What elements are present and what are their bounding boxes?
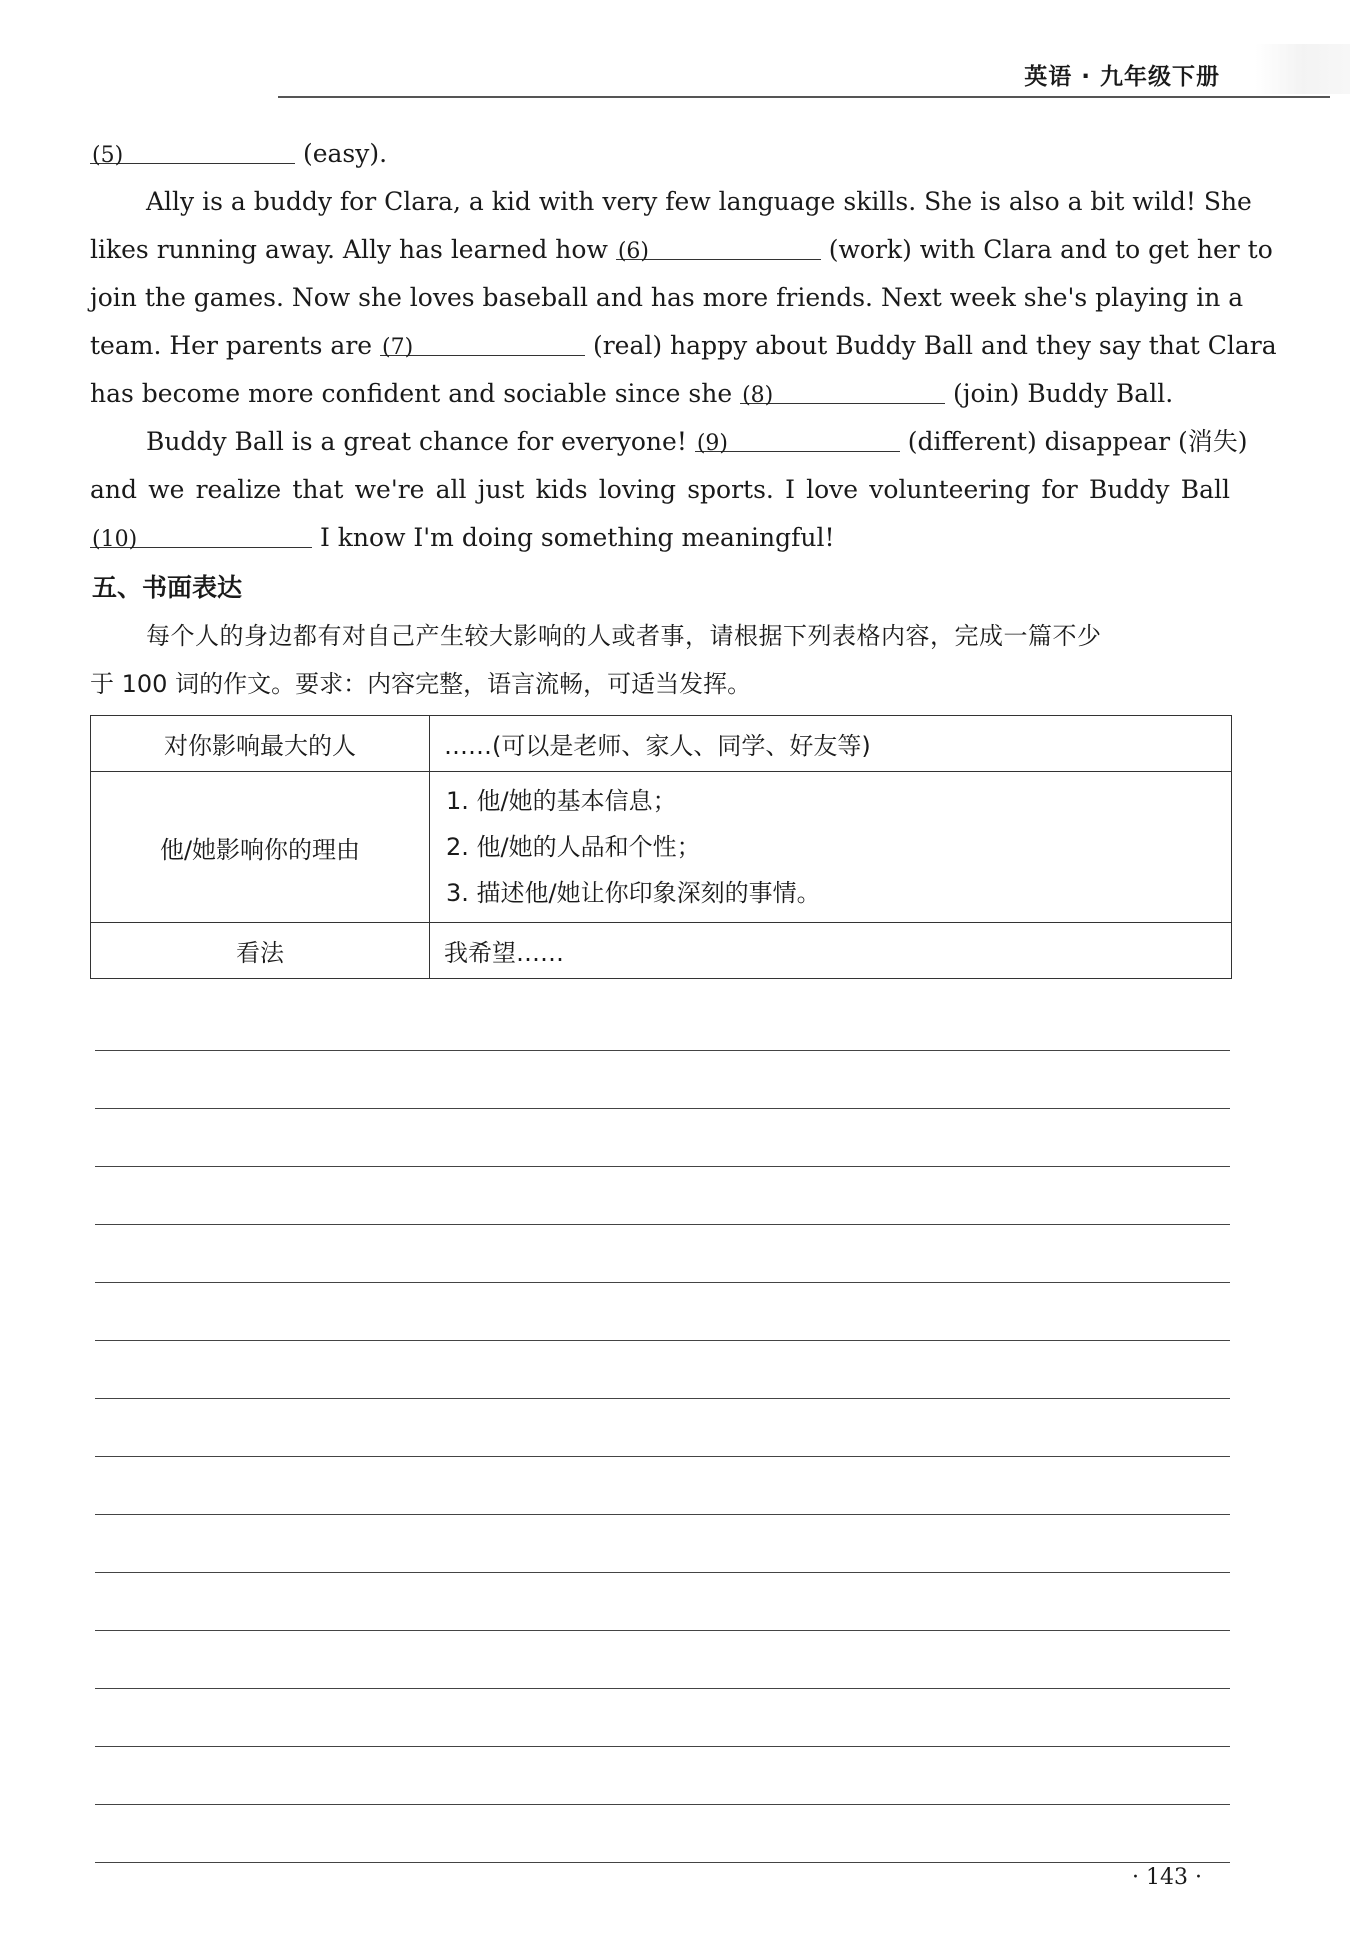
writing-line[interactable] <box>95 1340 1230 1341</box>
instructions-line-2: 于 100 词的作文。要求：内容完整，语言流畅，可适当发挥。 <box>90 670 752 698</box>
writing-line[interactable] <box>95 1514 1230 1515</box>
table-row <box>91 772 1232 923</box>
passage-line-8: and we realize that we're all just kids loving sports. I love volunteering for Buddy Ball <box>90 475 1230 504</box>
answer-blank-10[interactable]: (10) <box>90 514 312 548</box>
writing-line[interactable] <box>95 1572 1230 1573</box>
passage-line-3: likes running away. Ally has learned how (6) (work) with Clara and to get her to <box>90 226 1230 274</box>
writing-line[interactable] <box>95 1050 1230 1051</box>
writing-line[interactable] <box>95 1224 1230 1225</box>
page-number: · 143 · <box>1132 1865 1202 1890</box>
passage-line-2: Ally is a buddy for Clara, a kid with very few language skills. She is also a bit wild! She <box>146 187 1252 216</box>
writing-line[interactable] <box>95 1688 1230 1689</box>
answer-blank-6[interactable]: (6) <box>616 226 821 260</box>
writing-line[interactable] <box>95 1398 1230 1399</box>
row-value-person: ……(可以是老师、家人、同学、好友等) <box>430 716 1232 772</box>
passage-line-6: has become more confident and sociable since she (8) (join) Buddy Ball. <box>90 370 1230 418</box>
writing-line[interactable] <box>95 1804 1230 1805</box>
page-corner-shade <box>1255 44 1350 94</box>
row-label-opinion: 看法 <box>91 923 430 979</box>
writing-line[interactable] <box>95 1108 1230 1109</box>
book-title: 英语 · 九年级下册 <box>1024 64 1220 90</box>
reason-item: 3. 描述他/她让你印象深刻的事情。 <box>446 879 821 907</box>
passage-line-4: join the games. Now she loves baseball and has more friends. Next week she's playing in a <box>90 283 1244 312</box>
writing-line[interactable] <box>95 1456 1230 1457</box>
requirements-table <box>90 715 1232 979</box>
writing-line[interactable] <box>95 1862 1230 1863</box>
writing-line[interactable] <box>95 1166 1230 1167</box>
answer-blank-9[interactable]: (9) <box>695 418 900 452</box>
instructions-line-1: 每个人的身边都有对自己产生较大影响的人或者事，请根据下列表格内容，完成一篇不少 <box>146 622 1102 650</box>
header-rule <box>278 96 1330 98</box>
reason-item: 2. 他/她的人品和个性； <box>446 833 701 861</box>
answer-blank-5[interactable]: (5) <box>90 130 295 164</box>
passage-line-9: (10) I know I'm doing something meaningful! <box>90 514 1230 562</box>
answer-blank-8[interactable]: (8) <box>740 370 945 404</box>
row-value-opinion: 我希望…… <box>430 923 1232 979</box>
row-value-reasons <box>430 772 1232 923</box>
table-row <box>91 923 1232 979</box>
answer-blank-7[interactable]: (7) <box>380 322 585 356</box>
writing-line[interactable] <box>95 1282 1230 1283</box>
passage-line-7: Buddy Ball is a great chance for everyone! (9) (different) disappear (消失) <box>90 418 1230 466</box>
table-row <box>91 716 1232 772</box>
passage-line-5: team. Her parents are (7) (real) happy about Buddy Ball and they say that Clara <box>90 322 1230 370</box>
row-label-reasons: 他/她影响你的理由 <box>91 772 430 923</box>
row-label-person: 对你影响最大的人 <box>91 716 430 772</box>
writing-line[interactable] <box>95 1746 1230 1747</box>
section-heading: 五、书面表达 <box>92 573 243 602</box>
reason-item: 1. 他/她的基本信息； <box>446 787 677 815</box>
passage-line-1: (5) (easy). <box>90 130 1230 178</box>
writing-line[interactable] <box>95 1630 1230 1631</box>
